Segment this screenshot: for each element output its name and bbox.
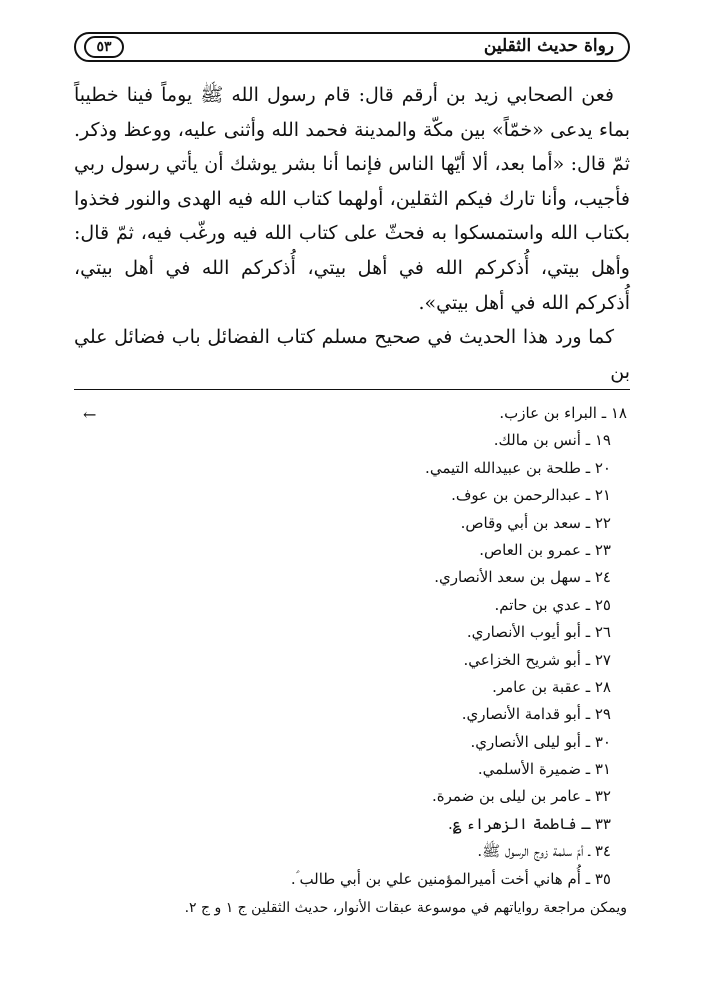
footnote-text: عدي بن حاتم. <box>494 595 581 614</box>
page-number: ٥٣ <box>84 36 124 58</box>
footnote-number: ٣١ <box>594 760 611 779</box>
running-header <box>74 32 630 62</box>
footnote-item: ١٩ ـ أنس بن مالك. <box>291 427 627 454</box>
footnote-text: سعد بن أبي وقاص. <box>460 513 581 532</box>
footnote-number: ٣٢ <box>594 787 611 806</box>
footnote-text: عامر بن ليلى بن ضمرة. <box>431 787 581 806</box>
footnote-text: ضميرة الأسلمي. <box>477 760 581 779</box>
closing-note: ويمكن مراجعة رواياتهم في موسوعة عبقات الأنوار، حديث الثقلين ج ١ و ج ٢. <box>184 900 627 916</box>
footnote-item: ٣٥ ـ أُم هاني أخت أميرالمؤمنين علي بن أبي طالب ؑ. <box>291 866 627 893</box>
footnote-text: أبو أيوب الأنصاري. <box>466 623 581 642</box>
footnote-item: ٢٦ ـ أبو أيوب الأنصاري. <box>291 619 627 646</box>
footnote-item: ٢٢ ـ سعد بن أبي وقاص. <box>291 510 627 537</box>
footnote-number: ٢٥ <box>594 595 611 614</box>
footnote-number: ٣٤ <box>594 842 611 861</box>
footnote-item: ٣٢ ـ عامر بن ليلى بن ضمرة. <box>291 783 627 810</box>
footnote-item: ٢١ ـ عبدالرحمن بن عوف. <box>291 482 627 509</box>
footnote-text: أنس بن مالك. <box>493 431 581 450</box>
footnote-item: ٣١ ـ ضميرة الأسلمي. <box>291 756 627 783</box>
footnote-divider <box>74 389 630 390</box>
footnote-text: البراء بن عازب. <box>499 404 597 422</box>
footnote-item: ٣٣ ـ فاطمة الزهراء ؏. <box>291 811 627 838</box>
main-text <box>74 78 630 389</box>
footnote-number: ٢٨ <box>594 677 611 696</box>
footnote-item: ٣٠ ـ أبو ليلى الأنصاري. <box>291 729 627 756</box>
footnote-item: ١٨ ـ البراء بن عازب. <box>291 400 627 427</box>
footnote-item: ٣٤ ـ أمّ سلمة زوج الرسول ﷺ. <box>291 838 627 865</box>
footnote-number: ٢٩ <box>594 705 611 724</box>
footnote-text: أبو ليلى الأنصاري. <box>470 732 581 751</box>
footnote-number: ٢٣ <box>594 540 611 559</box>
header-title: رواة حديث الثقلين <box>483 36 614 56</box>
footnote-item: ٢٨ ـ عقبة بن عامر. <box>291 674 627 701</box>
footnote-text: أُم هاني أخت أميرالمؤمنين علي بن أبي طالب ؑ. <box>290 869 581 888</box>
footnote-number: ٣٣ <box>594 814 611 833</box>
footnote-number: ١٩ <box>594 431 611 450</box>
footnote-item: ٢٩ ـ أبو قدامة الأنصاري. <box>291 701 627 728</box>
footnote-text: أبو شريح الخزاعي. <box>463 650 581 669</box>
footnote-number: ٢٧ <box>594 650 611 669</box>
footnote-item: ٢٧ ـ أبو شريح الخزاعي. <box>291 647 627 674</box>
footnote-text: عمرو بن العاص. <box>479 540 581 559</box>
footnote-text: فاطمة الزهراء ؏. <box>447 814 577 833</box>
paragraph: كما ورد هذا الحديث في صحيح مسلم كتاب الفضائل باب فضائل علي بن <box>74 326 630 383</box>
footnote-item: ٢٠ ـ طلحة بن عبيدالله التيمي. <box>291 455 627 482</box>
footnote-number: ٣٠ <box>594 732 611 751</box>
continuation-arrow-icon: ← <box>83 405 97 424</box>
footnote-number: ٢٢ <box>594 513 611 532</box>
footnote-text: أبو قدامة الأنصاري. <box>461 705 581 724</box>
footnote-text: عبدالرحمن بن عوف. <box>451 486 581 505</box>
footnote-item: ٢٤ ـ سهل بن سعد الأنصاري. <box>291 564 627 591</box>
footnote-text: عقبة بن عامر. <box>492 677 581 696</box>
footnote-item: ٢٣ ـ عمرو بن العاص. <box>291 537 627 564</box>
footnote-number: ٢٦ <box>594 623 611 642</box>
footnote-text: سهل بن سعد الأنصاري. <box>434 568 581 587</box>
footnote-text: أمّ سلمة زوج الرسول ﷺ. <box>477 842 584 861</box>
footnote-number: ٢٤ <box>594 568 611 587</box>
footnote-number: ٢٠ <box>594 458 611 477</box>
footnote-number: ١٨ <box>610 404 627 422</box>
footnote-list <box>291 400 627 893</box>
footnote-text: طلحة بن عبيدالله التيمي. <box>425 458 581 477</box>
footnote-item: ٢٥ ـ عدي بن حاتم. <box>291 592 627 619</box>
footnote-number: ٣٥ <box>594 869 611 888</box>
footnote-number: ٢١ <box>594 486 611 505</box>
paragraph: فعن الصحابي زيد بن أرقم قال: قام رسول الله ﷺ يوماً فينا خطيباً بماء يدعى «خمّاً» بين مكّة والمدينة فحمد الله وأثنى عليه، ووعظ وذكر. ثمّ قال: «أما بعد، ألا أيّها الناس فإنما أنا بشر يوشك أن يأتي رسول ربي فأجيب، وأنا تارك فيكم الثقلين، أولهما كتاب الله فيه الهدى والنور فخذوا بكتاب الله واستمسكوا به فحثّ على كتاب الله فيه ورغّب فيه، ثمّ قال: وأهل بيتي، أُذكركم الله في أهل بيتي، أُذكركم الله في أهل بيتي، أُذكركم الله في أهل بيتي». <box>74 84 630 314</box>
